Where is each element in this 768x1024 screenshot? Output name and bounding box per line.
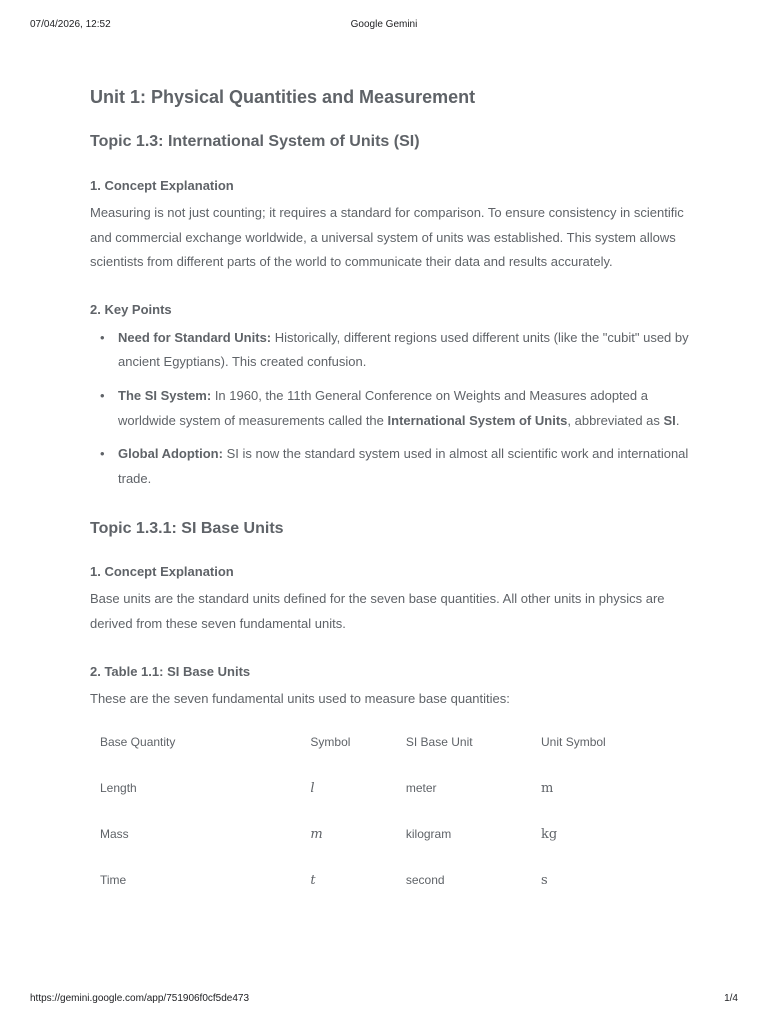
column-header: Unit Symbol [541, 735, 606, 750]
bullet-icon: • [100, 387, 105, 403]
print-page-title: Google Gemini [350, 19, 418, 30]
point-text: In 1960, the 11th General Conference on Weights and Measures adopted a worldwide system of measurements called the [118, 387, 648, 428]
cell-symbol: t [310, 872, 316, 888]
column-header: Base Quantity [100, 735, 176, 750]
list-item [90, 442, 690, 491]
point-bold-term: SI [663, 412, 676, 428]
point-text: . [675, 412, 680, 428]
cell-unit-symbol: kg [541, 826, 558, 842]
cell-symbol: l [310, 780, 315, 796]
si-base-units-table [90, 719, 690, 903]
point-text: Historically, different regions used different units (like the "cubit" used by ancient Egyptians). This created confusion. [118, 329, 689, 370]
point-lead: The SI System: [118, 387, 212, 403]
cell-unit: meter [405, 781, 437, 796]
point-text: SI is now the standard system used in almost all scientific work and international trade. [118, 446, 689, 486]
column-header: SI Base Unit [405, 735, 473, 750]
table-header-row [90, 719, 690, 765]
cell-quantity: Mass [100, 827, 129, 842]
key-points-heading: 2. Key Points [90, 301, 172, 317]
table-row [90, 811, 690, 857]
print-url[interactable]: https://gemini.google.com/app/751906f0cf5de473 [30, 993, 250, 1004]
cell-quantity: Time [100, 873, 127, 888]
cell-unit: kilogram [405, 827, 452, 842]
list-item [90, 326, 690, 375]
key-points-list [90, 326, 690, 492]
column-header: Symbol [310, 735, 351, 750]
cell-symbol: m [310, 826, 323, 842]
cell-unit: second [405, 873, 445, 888]
table-intro: These are the seven fundamental units used to measure base quantities: [90, 690, 510, 706]
bullet-icon: • [100, 446, 105, 462]
unit-title: Unit 1: Physical Quantities and Measurement [90, 87, 476, 107]
table-heading: 2. Table 1.1: SI Base Units [90, 663, 251, 679]
point-lead: Global Adoption: [118, 446, 223, 462]
document-content [90, 84, 690, 903]
topic-1-3-concept-text: Measuring is not just counting; it requires a standard for comparison. To ensure consistency in scientific and commercial exchange worldwide, a universal system of units was established. This system allows scientists from different parts of the world to communicate their data and results accurately. [90, 205, 684, 270]
point-lead: Need for Standard Units: [118, 329, 272, 345]
topic-1-3-1-concept-heading: 1. Concept Explanation [90, 564, 234, 580]
print-page-number: 1/4 [724, 993, 738, 1004]
point-text: , abbreviated as [567, 412, 664, 428]
topic-1-3-1-concept-text: Base units are the standard units defined for the seven base quantities. All other units in physics are derived from these seven fundamental units. [90, 591, 665, 631]
table-row [90, 765, 690, 811]
cell-unit-symbol: s [541, 872, 548, 888]
list-item [90, 384, 690, 433]
topic-1-3-1-title: Topic 1.3.1: SI Base Units [90, 520, 284, 538]
topic-1-3-concept-heading: 1. Concept Explanation [90, 178, 234, 193]
cell-quantity: Length [100, 781, 137, 796]
bullet-icon: • [100, 329, 105, 345]
print-datetime: 07/04/2026, 12:52 [30, 19, 111, 30]
point-bold-term: International System of Units [387, 412, 568, 428]
cell-unit-symbol: m [541, 780, 554, 796]
table-row [90, 857, 690, 903]
topic-1-3-title: Topic 1.3: International System of Units (SI) [90, 133, 420, 150]
